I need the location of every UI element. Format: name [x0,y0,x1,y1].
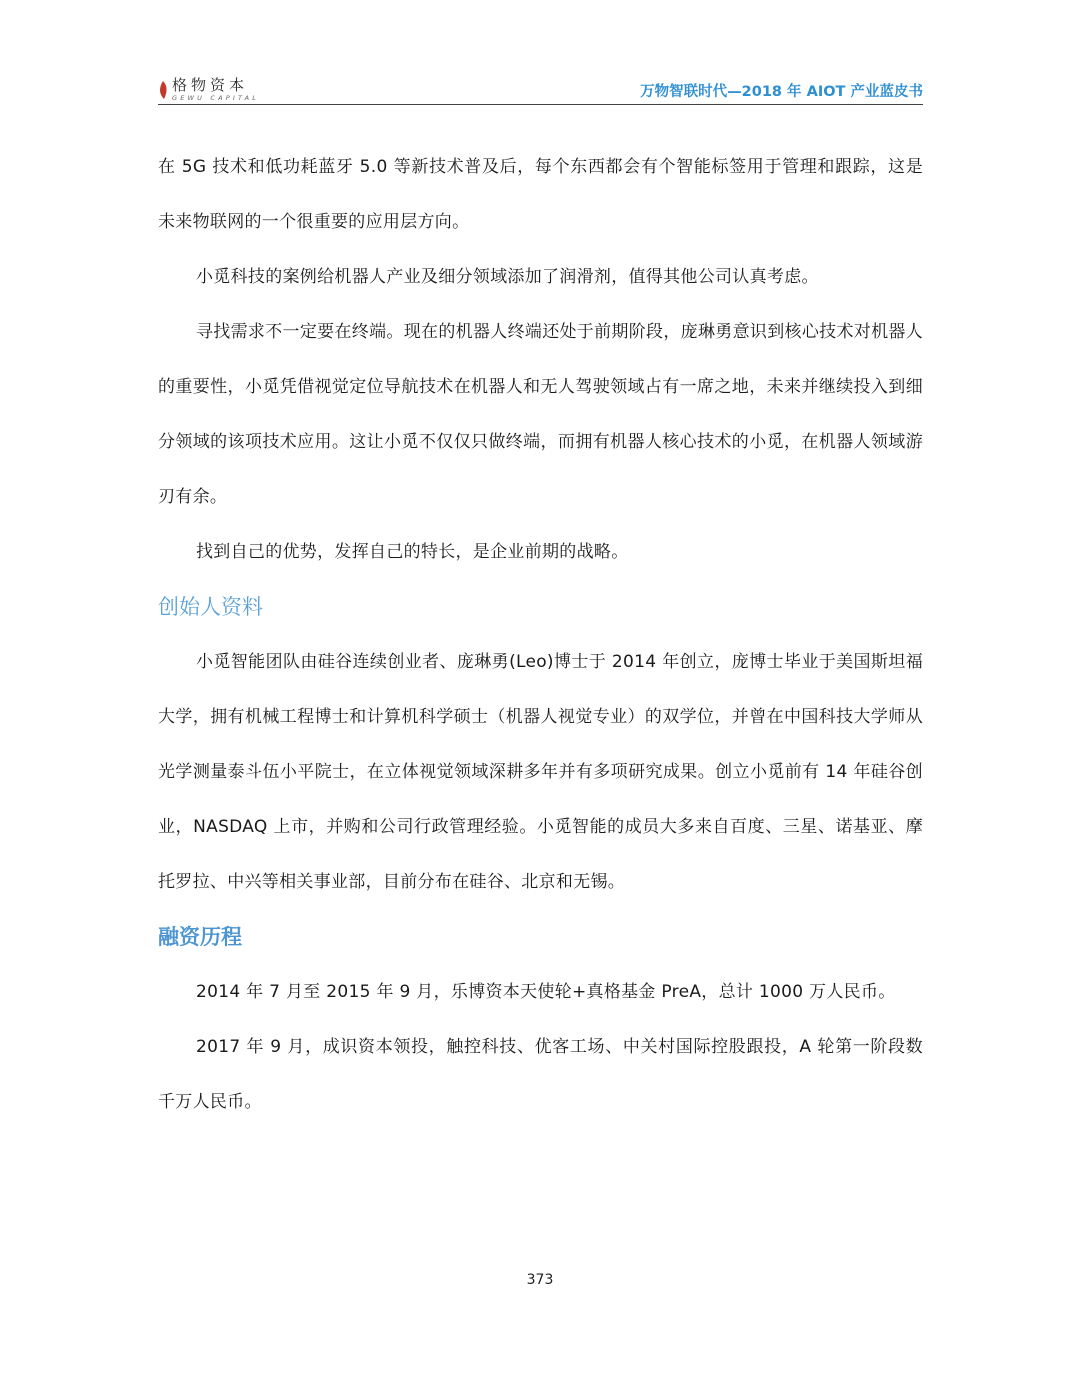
paragraph-5g-tags: 在 5G 技术和低功耗蓝牙 5.0 等新技术普及后，每个东西都会有个智能标签用于管理和跟踪，这是未来物联网的一个很重要的应用层方向。 [158,157,923,232]
page-number: 373 [526,1272,554,1288]
paragraph-core-technology: 寻找需求不一定要在终端。现在的机器人终端还处于前期阶段，庞琳勇意识到核心技术对机器人的重要性，小觅凭借视觉定位导航技术在机器人和无人驾驶领域占有一席之地，未来并继续投入到细分领域的该项技术应用。这让小觅不仅仅只做终端，而拥有机器人核心技术的小觅，在机器人领域游刃有余。 [158,322,923,507]
page-header [158,72,923,104]
header-divider [158,104,923,105]
logo-text: 格物资本 [172,76,249,94]
logo-text-group [172,78,259,102]
paragraph-case-summary: 小觅科技的案例给机器人产业及细分领域添加了润滑剂，值得其他公司认真考虑。 [196,267,819,287]
header-title: 万物智联时代—2018 年 AIOT 产业蓝皮书 [640,84,923,100]
paragraph-founder-profile: 小觅智能团队由硅谷连续创业者、庞琳勇(Leo)博士于 2014 年创立，庞博士毕业于美国斯坦福大学，拥有机械工程博士和计算机科学硕士（机器人视觉专业）的双学位，并曾在中国科技大学师从光学测量泰斗伍小平院士，在立体视觉领域深耕多年并有多项研究成果。创立小觅前有 14 年硅谷创业，NASDAQ 上市，并购和公司行政管理经验。小觅智能的成员大多来自百度、三星、诺基亚、摩托罗拉、中兴等相关事业部，目前分布在硅谷、北京和无锡。 [158,652,923,892]
page-content [158,140,923,1130]
heading-financing: 融资历程 [158,925,242,949]
logo [158,78,259,104]
logo-leaf-icon [158,81,168,99]
paragraph-financing-series-a: 2017 年 9 月，成识资本领投，触控科技、优客工场、中关村国际控股跟投，A 轮第一阶段数千万人民币。 [158,1037,923,1112]
paragraph-financing-angel: 2014 年 7 月至 2015 年 9 月，乐博资本天使轮+真格基金 PreA，总计 1000 万人民币。 [196,982,896,1002]
heading-founder: 创始人资料 [158,595,263,619]
paragraph-strategy: 找到自己的优势，发挥自己的特长，是企业前期的战略。 [196,542,629,562]
logo-subtext: GEWU CAPITAL [172,94,260,102]
